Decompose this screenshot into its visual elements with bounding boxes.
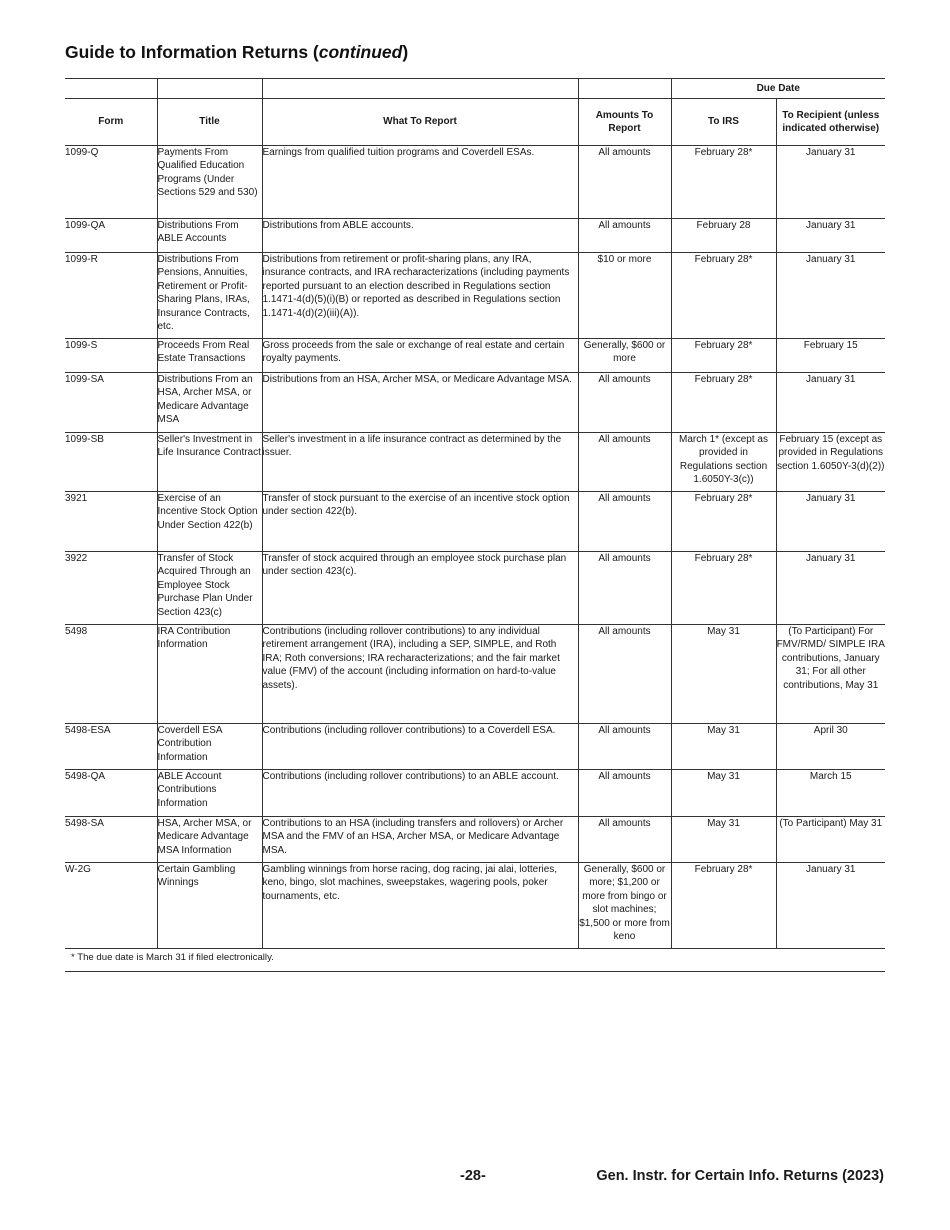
cell-to-irs: February 28 (671, 219, 776, 253)
cell-what-to-report: Distributions from ABLE accounts. (262, 219, 578, 253)
cell-what-to-report: Transfer of stock pursuant to the exercise of an incentive stock option under section 422(b). (262, 492, 578, 552)
cell-to-irs: May 31 (671, 817, 776, 863)
cell-to-irs: February 28* (671, 552, 776, 625)
cell-amounts: All amounts (578, 373, 671, 433)
table-row (65, 339, 885, 373)
cell-what-to-report: Contributions (including rollover contributions) to an ABLE account. (262, 770, 578, 817)
cell-what-to-report: Gambling winnings from horse racing, dog racing, jai alai, lotteries, keno, bingo, slot machines, sweepstakes, wagering pools, poker tournaments, etc. (262, 863, 578, 949)
cell-amounts: All amounts (578, 817, 671, 863)
header-row-group (65, 79, 885, 99)
cell-form: W-2G (65, 863, 157, 949)
cell-what-to-report: Earnings from qualified tuition programs and Coverdell ESAs. (262, 146, 578, 219)
cell-to-recipient: February 15 (except as provided in Regulations section 1.6050Y-3(d)(2)) (776, 433, 885, 492)
page-title (65, 42, 408, 63)
cell-title: Distributions From ABLE Accounts (157, 219, 262, 253)
cell-to-irs: May 31 (671, 625, 776, 724)
cell-form: 1099-SA (65, 373, 157, 433)
cell-to-irs: February 28* (671, 492, 776, 552)
cell-title: Payments From Qualified Education Programs (Under Sections 529 and 530) (157, 146, 262, 219)
header-blank-title (157, 79, 262, 99)
cell-to-irs: February 28* (671, 863, 776, 949)
cell-to-irs: March 1* (except as provided in Regulations section 1.6050Y-3(c)) (671, 433, 776, 492)
cell-form: 1099-SB (65, 433, 157, 492)
cell-title: ABLE Account Contributions Information (157, 770, 262, 817)
header-blank-amounts (578, 79, 671, 99)
cell-form: 1099-Q (65, 146, 157, 219)
cell-amounts: All amounts (578, 146, 671, 219)
cell-amounts: All amounts (578, 433, 671, 492)
cell-form: 1099-S (65, 339, 157, 373)
cell-title: Distributions From an HSA, Archer MSA, or Medicare Advantage MSA (157, 373, 262, 433)
cell-amounts: Generally, $600 or more; $1,200 or more from bingo or slot machines; $1,500 or more from keno (578, 863, 671, 949)
table-row (65, 433, 885, 492)
cell-form: 3922 (65, 552, 157, 625)
header-amounts-to-report: Amounts To Report (578, 99, 671, 146)
information-returns-table (65, 78, 885, 949)
table-row (65, 146, 885, 219)
cell-to-recipient: (To Participant) For FMV/RMD/ SIMPLE IRA contributions, January 31; For all other contributions, May 31 (776, 625, 885, 724)
header-what-to-report: What To Report (262, 99, 578, 146)
header-title: Title (157, 99, 262, 146)
table-row (65, 770, 885, 817)
cell-amounts: All amounts (578, 552, 671, 625)
cell-to-irs: May 31 (671, 724, 776, 770)
cell-what-to-report: Transfer of stock acquired through an employee stock purchase plan under section 423(c). (262, 552, 578, 625)
table-row (65, 863, 885, 949)
cell-title: Coverdell ESA Contribution Information (157, 724, 262, 770)
cell-title: Proceeds From Real Estate Transactions (157, 339, 262, 373)
table-row (65, 552, 885, 625)
page-title-end: ) (402, 42, 409, 62)
cell-to-recipient: January 31 (776, 492, 885, 552)
cell-what-to-report: Gross proceeds from the sale or exchange of real estate and certain royalty payments. (262, 339, 578, 373)
cell-to-recipient: January 31 (776, 863, 885, 949)
table-row (65, 724, 885, 770)
cell-amounts: Generally, $600 or more (578, 339, 671, 373)
table-row (65, 253, 885, 339)
cell-to-irs: May 31 (671, 770, 776, 817)
cell-to-irs: February 28* (671, 373, 776, 433)
cell-title: Certain Gambling Winnings (157, 863, 262, 949)
cell-what-to-report: Contributions to an HSA (including transfers and rollovers) or Archer MSA and the FMV of an HSA, Archer MSA, or Medicare Advantage MSA. (262, 817, 578, 863)
cell-to-irs: February 28* (671, 253, 776, 339)
cell-title: Distributions From Pensions, Annuities, Retirement or Profit-Sharing Plans, IRAs, Insurance Contracts, etc. (157, 253, 262, 339)
cell-amounts: $10 or more (578, 253, 671, 339)
header-form: Form (65, 99, 157, 146)
header-blank-form (65, 79, 157, 99)
page-number: -28- (460, 1168, 486, 1184)
running-title: Gen. Instr. for Certain Info. Returns (2023) (596, 1168, 884, 1184)
cell-to-irs: February 28* (671, 339, 776, 373)
page-title-main: Guide to Information Returns ( (65, 42, 319, 62)
header-to-recipient: To Recipient (unless indicated otherwise) (776, 99, 885, 146)
page-title-continued: continued (318, 42, 403, 62)
cell-form: 5498-ESA (65, 724, 157, 770)
header-row-columns (65, 99, 885, 146)
cell-title: IRA Contribution Information (157, 625, 262, 724)
cell-what-to-report: Contributions (including rollover contributions) to any individual retirement arrangement (IRA), including a SEP, SIMPLE, and Roth IRA; Roth conversions; IRA recharacterizations; and the fair market value (FMV) of the account (including information on hard-to-value assets). (262, 625, 578, 724)
cell-amounts: All amounts (578, 219, 671, 253)
footnote: * The due date is March 31 if filed electronically. (65, 951, 885, 972)
cell-to-recipient: February 15 (776, 339, 885, 373)
cell-title: Transfer of Stock Acquired Through an Employee Stock Purchase Plan Under Section 423(c) (157, 552, 262, 625)
cell-title: Exercise of an Incentive Stock Option Under Section 422(b) (157, 492, 262, 552)
header-to-irs: To IRS (671, 99, 776, 146)
cell-what-to-report: Distributions from retirement or profit-sharing plans, any IRA, insurance contracts, and IRA recharacterizations (including payments reported pursuant to an election described in Regulations section 1.1471-4(d)(5)(i)(B) or reported as described in Regulations section 1.1471-4(d)(2)(iii)(A)). (262, 253, 578, 339)
cell-form: 1099-QA (65, 219, 157, 253)
table-row (65, 625, 885, 724)
cell-to-irs: February 28* (671, 146, 776, 219)
header-blank-what (262, 79, 578, 99)
table-row (65, 492, 885, 552)
cell-to-recipient: March 15 (776, 770, 885, 817)
cell-form: 5498-QA (65, 770, 157, 817)
cell-to-recipient: (To Participant) May 31 (776, 817, 885, 863)
cell-form: 1099-R (65, 253, 157, 339)
cell-to-recipient: January 31 (776, 219, 885, 253)
table-row (65, 817, 885, 863)
cell-amounts: All amounts (578, 770, 671, 817)
cell-to-recipient: January 31 (776, 552, 885, 625)
cell-to-recipient: April 30 (776, 724, 885, 770)
cell-amounts: All amounts (578, 724, 671, 770)
cell-to-recipient: January 31 (776, 146, 885, 219)
cell-title: HSA, Archer MSA, or Medicare Advantage MSA Information (157, 817, 262, 863)
cell-what-to-report: Contributions (including rollover contributions) to a Coverdell ESA. (262, 724, 578, 770)
cell-to-recipient: January 31 (776, 253, 885, 339)
cell-form: 3921 (65, 492, 157, 552)
cell-amounts: All amounts (578, 492, 671, 552)
cell-to-recipient: January 31 (776, 373, 885, 433)
cell-form: 5498 (65, 625, 157, 724)
cell-what-to-report: Distributions from an HSA, Archer MSA, or Medicare Advantage MSA. (262, 373, 578, 433)
table-row (65, 373, 885, 433)
cell-title: Seller's Investment in Life Insurance Contract (157, 433, 262, 492)
table-row (65, 219, 885, 253)
cell-amounts: All amounts (578, 625, 671, 724)
cell-form: 5498-SA (65, 817, 157, 863)
header-due-date: Due Date (671, 79, 885, 99)
cell-what-to-report: Seller's investment in a life insurance contract as determined by the issuer. (262, 433, 578, 492)
